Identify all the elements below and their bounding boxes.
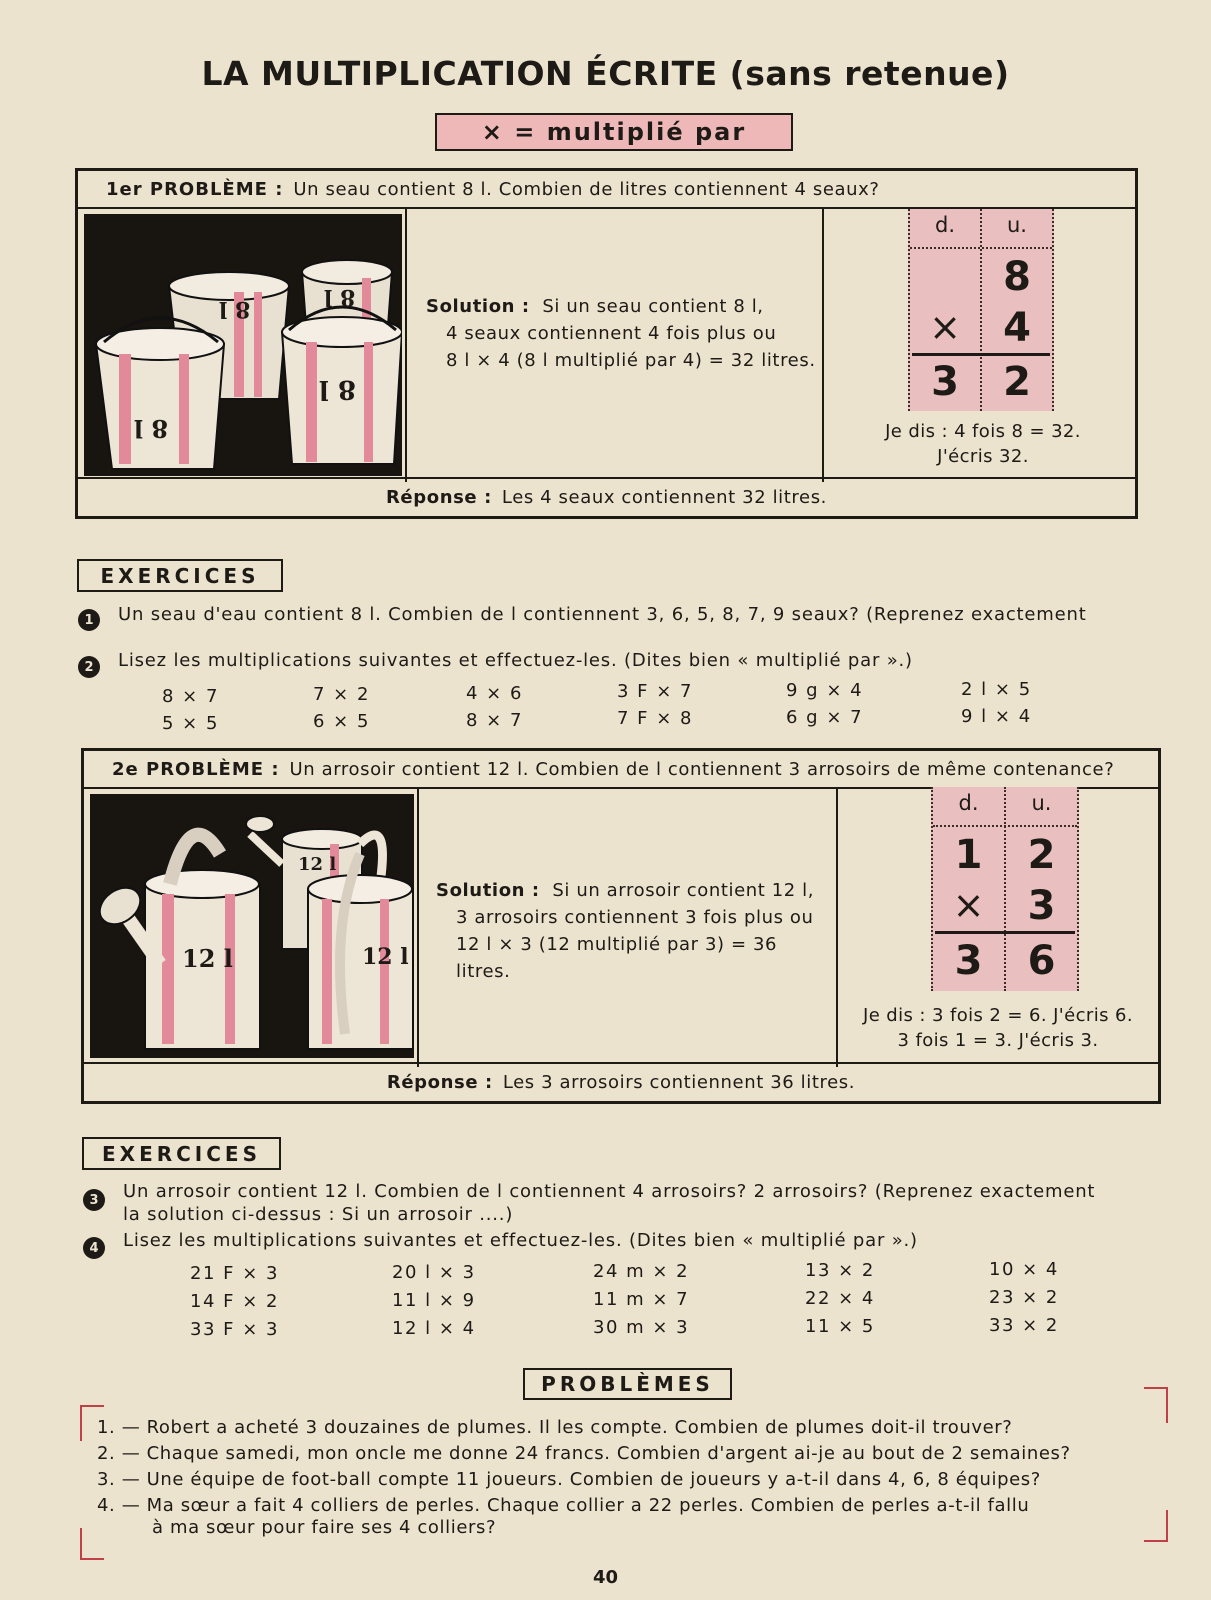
corner-mark-bottom-left (80, 1528, 104, 1560)
operation: 7 × 2 (313, 684, 370, 705)
exercise-4-text: Lisez les multiplications suivantes et effectuez-les. (Dites bien « multiplié par ».) (123, 1230, 918, 1251)
operation: 20 l × 3 (392, 1262, 476, 1283)
times-sign: × (952, 883, 985, 927)
subtitle-box: × = multiplié par (435, 113, 793, 151)
can-label-3: 12 l (362, 944, 409, 970)
operation: 7 F × 8 (617, 708, 694, 729)
exercises-1-title: EXERCICES (77, 559, 283, 592)
corner-mark-bottom-right (1144, 1510, 1168, 1542)
problem-2-box (81, 748, 1161, 1104)
problem-1-explanation (838, 419, 1128, 469)
operation: 21 F × 3 (190, 1263, 279, 1284)
explain-line: J'écris 32. (937, 446, 1029, 467)
problem-2-solution (436, 877, 836, 985)
exercise-1-text: Un seau d'eau contient 8 l. Combien de l contiennent 3, 6, 5, 8, 7, 9 seaux? (Reprenez exactement (118, 604, 1087, 625)
page-title: LA MULTIPLICATION ÉCRITE (sans retenue) (201, 54, 1010, 93)
problem-1-solution (426, 293, 816, 374)
divider (822, 207, 824, 482)
header-units: u. (1031, 791, 1052, 815)
sum-rule (912, 353, 1050, 356)
problem-1-question: Un seau contient 8 l. Combien de litres contiennent 4 seaux? (293, 178, 880, 200)
solution-line: 3 arrosoirs contiennent 3 fois plus ou (456, 907, 814, 928)
operation: 11 × 5 (805, 1316, 875, 1337)
operation: 4 × 6 (466, 683, 523, 704)
digit: 8 (1003, 254, 1031, 300)
operation: 10 × 4 (989, 1259, 1059, 1280)
problem-item-4-continued: à ma sœur pour faire ses 4 colliers? (152, 1517, 497, 1538)
watering-cans-illustration (90, 794, 414, 1058)
exercise-number-4: 4 (83, 1237, 105, 1259)
problem-item-4: 4. — Ma sœur a fait 4 colliers de perles. Chaque collier a 22 perles. Combien de perles a-t-il fallu (97, 1495, 1030, 1516)
solution-label: Solution : (436, 880, 540, 901)
operation: 9 l × 4 (961, 706, 1032, 727)
bucket-label-3: 8 l (134, 414, 169, 443)
exercise-3-text: Un arrosoir contient 12 l. Combien de l contiennent 4 arrosoirs? 2 arrosoirs? (Reprenez exactement (123, 1181, 1096, 1202)
divider (836, 787, 838, 1067)
can-label-1: 12 l (298, 854, 337, 875)
problem-2-header (84, 751, 1158, 789)
exercise-number-1: 1 (78, 609, 100, 631)
corner-mark-top-right (1144, 1387, 1168, 1423)
header-units: u. (1007, 213, 1027, 237)
explain-line: Je dis : 3 fois 2 = 6. J'écris 6. (862, 1005, 1134, 1026)
sum-rule (935, 931, 1075, 934)
can-label-2: 12 l (182, 944, 233, 973)
times-sign: × (929, 305, 961, 349)
exercise-3-text-continued: la solution ci-dessus : Si un arrosoir ....) (123, 1204, 514, 1225)
operation: 2 l × 5 (961, 679, 1032, 700)
bucket-label-1: 8 l (219, 296, 251, 322)
exercise-number-2: 2 (78, 656, 100, 678)
buckets-illustration (84, 214, 402, 476)
problems-title: PROBLÈMES (523, 1368, 732, 1400)
operation: 33 F × 3 (190, 1319, 279, 1340)
solution-line: Si un arrosoir contient 12 l, (552, 880, 815, 901)
operation: 9 g × 4 (786, 680, 864, 701)
answer-text: Les 3 arrosoirs contiennent 36 litres. (502, 1072, 856, 1093)
solution-line: 8 l × 4 (8 l multiplié par 4) = 32 litres. (446, 350, 816, 371)
problem-2-answer (84, 1062, 1158, 1101)
bucket-label-4: 8 l (319, 374, 357, 404)
bucket-label-2: 8 l (324, 284, 356, 310)
operation: 13 × 2 (805, 1260, 875, 1281)
digit: 4 (1003, 305, 1031, 351)
exercise-2-text: Lisez les multiplications suivantes et effectuez-les. (Dites bien « multiplié par ».) (118, 650, 913, 671)
page-number: 40 (592, 1567, 619, 1588)
buckets-icon (84, 214, 402, 476)
header-tens: d. (934, 213, 955, 237)
solution-line: 4 seaux contiennent 4 fois plus ou (446, 323, 777, 344)
result-digit: 3 (954, 938, 983, 984)
operation: 14 F × 2 (190, 1291, 279, 1312)
problem-2-explanation (839, 1003, 1157, 1053)
digit: 1 (954, 832, 983, 878)
operation: 33 × 2 (989, 1315, 1059, 1336)
divider (417, 787, 419, 1067)
operation: 22 × 4 (805, 1288, 875, 1309)
operation: 3 F × 7 (617, 681, 694, 702)
operation: 30 m × 3 (593, 1317, 690, 1338)
explain-line: 3 fois 1 = 3. J'écris 3. (897, 1030, 1099, 1051)
operation: 24 m × 2 (593, 1261, 690, 1282)
answer-label: Réponse : (385, 487, 492, 508)
solution-line: 12 l × 3 (12 multiplié par 3) = 36 litres. (456, 934, 778, 982)
header-tens: d. (958, 791, 979, 815)
problem-item-2: 2. — Chaque samedi, mon oncle me donne 24 francs. Combien d'argent ai-je au bout de 2 semaines? (97, 1443, 1071, 1464)
operation: 11 l × 9 (392, 1290, 476, 1311)
solution-line: Si un seau contient 8 l, (542, 296, 764, 317)
watering-cans-icon (90, 794, 414, 1058)
problem-1-header (78, 171, 1135, 209)
explain-line: Je dis : 4 fois 8 = 32. (885, 421, 1081, 442)
result-digit: 2 (1003, 359, 1031, 405)
operation: 12 l × 4 (392, 1318, 476, 1339)
problem-1-box (75, 168, 1138, 519)
problem-item-3: 3. — Une équipe de foot-ball compte 11 joueurs. Combien de joueurs y a-t-il dans 4, 6, 8 équipes? (97, 1469, 1041, 1490)
exercises-2-title: EXERCICES (82, 1137, 281, 1170)
problem-2-question: Un arrosoir contient 12 l. Combien de l contiennent 3 arrosoirs de même contenance? (289, 758, 1115, 780)
problem-1-calculation (908, 209, 1054, 411)
exercise-number-3: 3 (83, 1189, 105, 1211)
answer-label: Réponse : (386, 1072, 493, 1093)
operation: 8 × 7 (162, 686, 219, 707)
operation: 6 × 5 (313, 711, 370, 732)
divider (405, 207, 407, 482)
operation: 11 m × 7 (593, 1289, 690, 1310)
result-digit: 3 (931, 359, 959, 405)
problem-1-answer (78, 477, 1135, 516)
digit: 2 (1027, 832, 1056, 878)
problem-1-label: 1er PROBLÈME : (106, 178, 284, 200)
problem-item-1: 1. — Robert a acheté 3 douzaines de plumes. Il les compte. Combien de plumes doit-il trouver? (97, 1417, 1013, 1438)
digit: 3 (1027, 883, 1056, 929)
problem-2-calculation (931, 787, 1079, 991)
result-digit: 6 (1027, 938, 1056, 984)
operation: 5 × 5 (162, 713, 219, 734)
operation: 6 g × 7 (786, 707, 864, 728)
operation: 8 × 7 (466, 710, 523, 731)
answer-text: Les 4 seaux contiennent 32 litres. (501, 487, 828, 508)
operation: 23 × 2 (989, 1287, 1059, 1308)
solution-label: Solution : (426, 296, 530, 317)
problem-2-label: 2e PROBLÈME : (112, 758, 280, 780)
